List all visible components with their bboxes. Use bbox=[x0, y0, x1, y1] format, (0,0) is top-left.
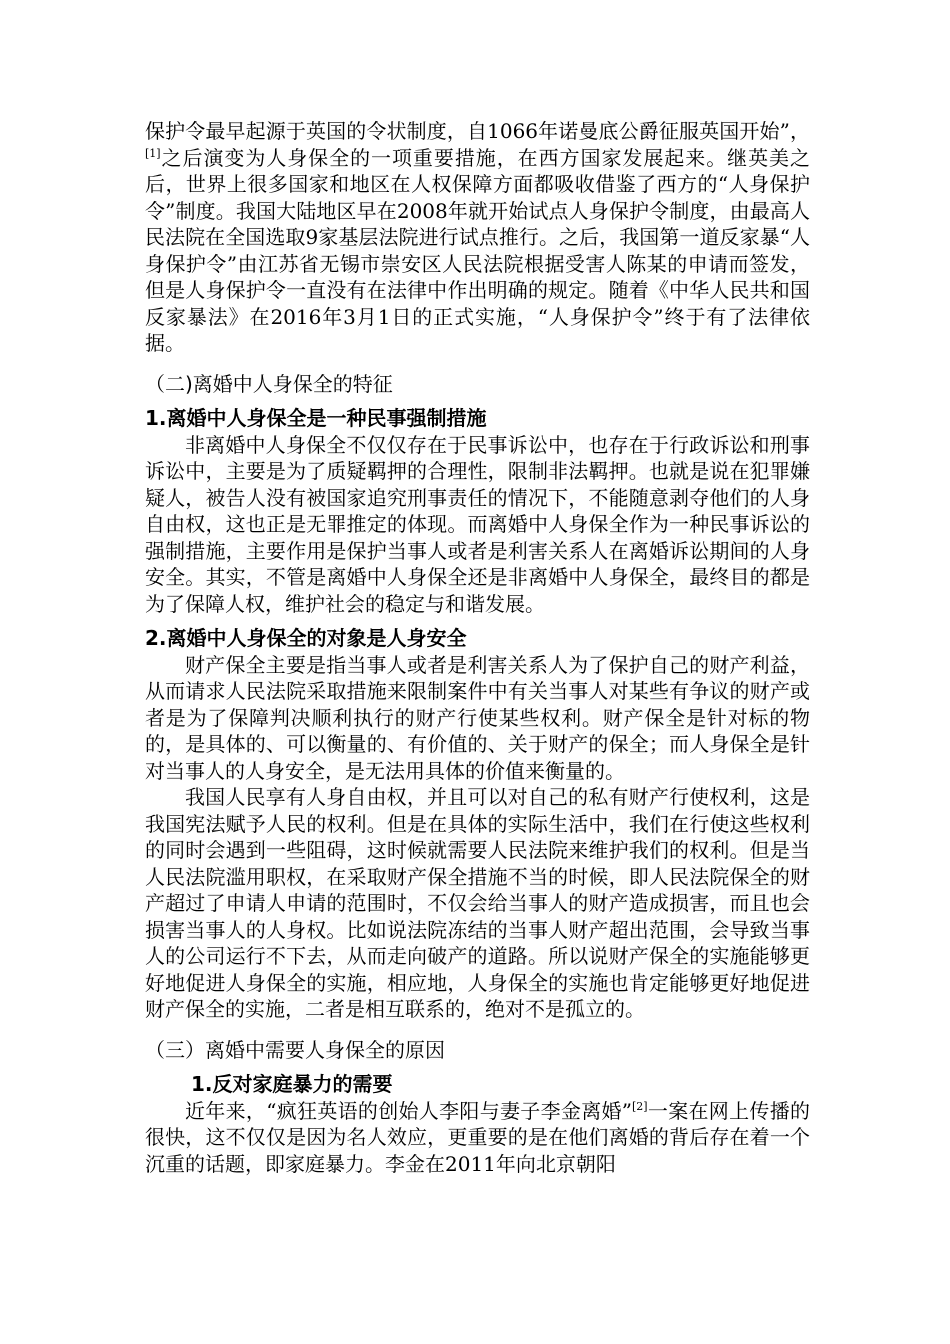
paragraph-origin-of-protection-order bbox=[145, 118, 810, 357]
document-page bbox=[145, 118, 810, 1177]
paragraph-personal-freedom: 我国人民享有人身自由权，并且可以对自己的私有财产行使权利，这是我国宪法赋予人民的权利。但是在具体的实际生活中，我们在行使这些权利的同时会遇到一些阻碍，这时候就需要人民法院来维护我们的权利。但是当人民法院滥用职权，在采取财产保全措施不当的时候，即人民法院保全的财产超过了申请人申请的范围时，不仅会给当事人的财产造成损害，而且也会损害当事人的人身权。比如说法院冻结的当事人财产超出范围，会导致当事人的公司运行不下去，从而走向破产的道路。所以说财产保全的实施能够更好地促进人身保全的实施，相应地，人身保全的实施也肯定能够更好地促进财产保全的实施，二者是相互联系的，绝对不是孤立的。 bbox=[145, 785, 810, 1021]
subsection-heading-personal-safety: 2.离婚中人身保全的对象是人身安全 bbox=[145, 626, 467, 650]
section-heading-reasons: （三）离婚中需要人身保全的原因 bbox=[145, 1037, 445, 1062]
section-heading-characteristics: （二)离婚中人身保全的特征 bbox=[145, 371, 393, 396]
paragraph-text: 保护令最早起源于英国的令状制度，自1066年诺曼底公爵征服英国开始”， bbox=[145, 119, 810, 143]
paragraph-text: 之后演变为人身保全的一项重要措施，在西方国家发展起来。继英美之后，世界上很多国家和地区在人权保障方面都吸收借鉴了西方的“人身保护令”制度。我国大陆地区早在2008年就开始试点人身保护令制度，由最高人民法院在全国选取9家基层法院进行试点推行。之后，我国第一道反家暴“人身保护令”由江苏省无锡市崇安区人民法院根据受害人陈某的申请而签发，但是人身保护令一直没有在法律中作出明确的规定。随着《中华人民共和国反家暴法》在2016年3月1日的正式实施，“人身保护令”终于有了法律依据。 bbox=[145, 145, 810, 355]
subsection-heading-domestic-violence: 1.反对家庭暴力的需要 bbox=[191, 1072, 393, 1096]
footnote-ref-2[interactable]: [2] bbox=[632, 1099, 648, 1113]
paragraph-text: 近年来，“疯狂英语的创始人李阳与妻子李金离婚” bbox=[185, 1098, 633, 1123]
paragraph-domestic-violence bbox=[145, 1098, 810, 1178]
footnote-ref-1[interactable]: [1] bbox=[145, 146, 161, 160]
paragraph-property-preservation: 财产保全主要是指当事人或者是利害关系人为了保护自己的财产利益，从而请求人民法院采取措施来限制案件中有关当事人对某些有争议的财产或者是为了保障判决顺利执行的财产行使某些权利。财产保全是针对标的物的，是具体的、可以衡量的、有价值的、关于财产的保全；而人身保全是针对当事人的人身安全，是无法用具体的价值来衡量的。 bbox=[145, 652, 810, 783]
paragraph-civil-measure: 非离婚中人身保全不仅仅存在于民事诉讼中，也存在于行政诉讼和刑事诉讼中，主要是为了质疑羁押的合理性，限制非法羁押。也就是说在犯罪嫌疑人，被告人没有被国家追究刑事责任的情况下，不能随意剥夺他们的人身自由权，这也正是无罪推定的体现。而离婚中人身保全作为一种民事诉讼的强制措施，主要作用是保护当事人或者是利害关系人在离婚诉讼期间的人身安全。其实，不管是离婚中人身保全还是非离婚中人身保全，最终目的都是为了保障人权，维护社会的稳定与和谐发展。 bbox=[145, 432, 810, 616]
subsection-heading-civil-measure: 1.离婚中人身保全是一种民事强制措施 bbox=[145, 406, 487, 430]
paragraph-text: 一案在网上传播的很快，这不仅仅是因为名人效应，更重要的是在他们离婚的背后存在着一个沉重的话题，即家庭暴力。李金在2011年向北京朝阳 bbox=[145, 1098, 810, 1176]
